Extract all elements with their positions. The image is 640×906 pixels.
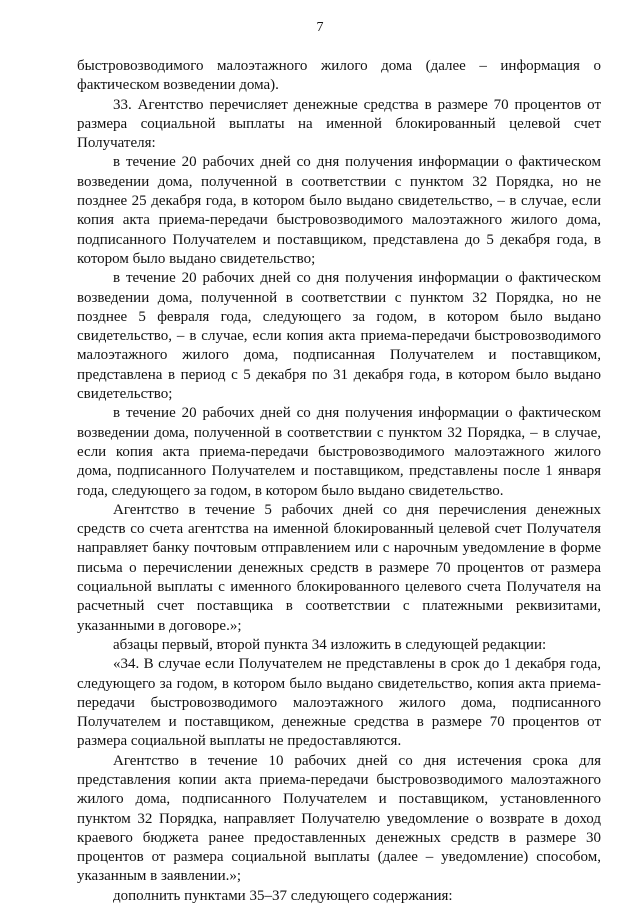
paragraph-add-clauses: дополнить пунктами 35–37 следующего содержания: <box>113 887 453 904</box>
document-body <box>77 57 601 906</box>
paragraph-amendment-34-intro: абзацы первый, второй пункта 34 изложить в следующей редакции: <box>113 636 547 653</box>
paragraph-condition-2: в течение 20 рабочих дней со дня получения информации о фактическом возведении дома, полученной в соответствии с пунктом 32 Порядка, но не позднее 5 февраля года, следующего за годом, в котором было выдано свидетельство, – в случае, если копия акта приема-передачи быстровозводимого малоэтажного жилого дома, подписанная Получателем и поставщиком, представлена в период с 5 декабря по 31 декабря года, в котором было выдано свидетельство; <box>77 270 601 403</box>
paragraph-clause-33: 33. Агентство перечисляет денежные средства в размере 70 процентов от размера социальной выплаты на именной блокированный целевой счет Получателя: <box>77 96 601 152</box>
paragraph-condition-3: в течение 20 рабочих дней со дня получения информации о фактическом возведении дома, полученной в соответствии с пунктом 32 Порядка, – в случае, если копия акта приема-передачи быстровозводимого малоэтажного жилого дома, подписанного Получателем и поставщиком, представлены после 1 января года, следующего за годом, в котором было выдано свидетельство. <box>77 405 601 499</box>
paragraph-continuation: быстровозводимого малоэтажного жилого дома (далее – информация о фактическом возведении дома). <box>77 58 601 94</box>
paragraph-condition-1: в течение 20 рабочих дней со дня получения информации о фактическом возведении дома, полученной в соответствии с пунктом 32 Порядка, но не позднее 25 декабря года, в котором было выдано свидетельство, – в случае, если копия акта приема-передачи быстровозводимого малоэтажного жилого дома, подписанного Получателем и поставщиком, представлена до 5 декабря года, в котором было выдано свидетельство; <box>77 154 601 267</box>
paragraph-refund-notice: Агентство в течение 10 рабочих дней со дня истечения срока для представления копии акта приема-передачи быстровозводимого малоэтажного жилого дома, подписанного Получателем и поставщиком, установленного пунктом 32 Порядка, направляет Получателю уведомление о возврате в доход краевого бюджета ранее предоставленных денежных средств в размере 30 процентов от размера социальной выплаты (далее – уведомление) способом, указанным в заявлении.»; <box>77 752 601 885</box>
page-number: 7 <box>316 20 324 35</box>
paragraph-agency-notice: Агентство в течение 5 рабочих дней со дня перечисления денежных средств со счета агентства на именной блокированный целевой счет Получателя направляет банку почтовым отправлением или с нарочным уведомление в форме письма о перечислении денежных средств в размере 70 процентов от размера социальной выплаты с именного блокированного целевого счета Получателя на расчетный счет поставщика в соответствии с платежными реквизитами, указанными в договоре.»; <box>77 501 601 634</box>
paragraph-clause-34: «34. В случае если Получателем не представлены в срок до 1 декабря года, следующего за годом, в котором было выдано свидетельство, копия акта приема-передачи быстровозводимого малоэтажного жилого дома, подписанного Получателем и поставщиком, денежные средства в размере 70 процентов от размера социальной выплаты не предоставляются. <box>77 656 601 750</box>
